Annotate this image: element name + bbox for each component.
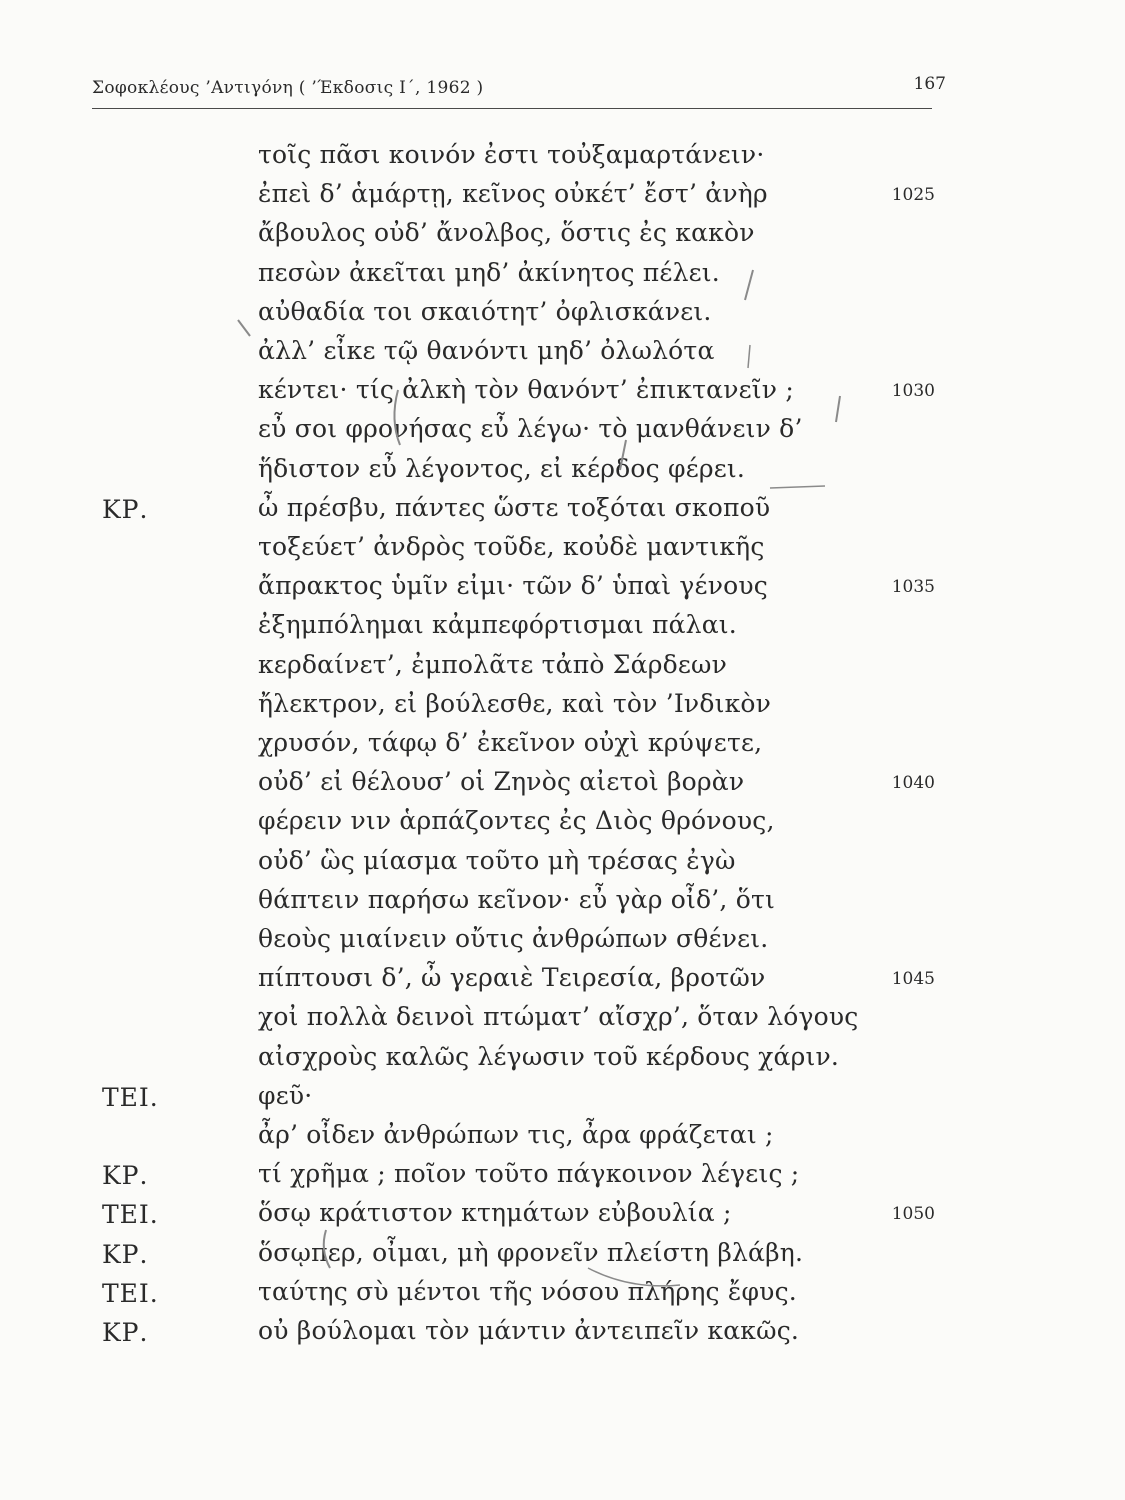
verse-text: πεσὼν ἀκεῖται μηδ’ ἀκίνητος πέλει. [258,257,720,287]
line-number: 1040 [891,773,935,794]
verse-line [0,297,1125,337]
verse-text: τοξεύετ’ ἀνδρὸς τοῦδε, κοὐδὲ μαντικῆς [258,532,765,561]
verse-line [0,454,1125,494]
verse-line [0,650,1125,690]
running-title: Σοφοκλέους ’Αντιγόνη ( ’Έκδοσις Ι΄, 1962 ) [92,78,484,98]
verse-line [0,1316,1125,1356]
line-number: 1025 [891,185,935,206]
verse-line [0,610,1125,650]
verse-line [0,806,1125,846]
verse-text: εὖ σοι φρονήσας εὖ λέγω· τὸ μανθάνειν δ’ [258,414,803,444]
verse-text: αὐθαδία τοι σκαιότητ’ ὀφλισκάνει. [258,296,712,326]
verse-line [0,1002,1125,1042]
verse-line [0,1042,1125,1082]
verse-line [0,924,1125,964]
verse-line [0,375,1125,415]
verse-text: κέντει· τίς ἀλκὴ τὸν θανόντ’ ἐπικτανεῖν ; [258,375,794,405]
verse-text: χοἰ πολλὰ δεινοὶ πτώματ’ αἴσχρ’, ὅταν λόγους [258,1002,859,1032]
verse-line [0,414,1125,454]
verse-line [0,493,1125,533]
verse-text: ἥδιστον εὖ λέγοντος, εἰ κέρδος φέρει. [258,453,746,483]
verse-text: ἆρ’ οἶδεν ἀνθρώπων τις, ἆρα φράζεται ; [258,1120,774,1149]
speaker-label: ΚΡ. [102,1318,149,1347]
verse-text: ἤλεκτρον, εἰ βούλεσθε, καὶ τὸν ’Ινδικὸν [258,688,772,718]
verse-text: τί χρῆμα ; ποῖον τοῦτο πάγκοινον λέγεις ; [258,1159,800,1189]
verse-line [0,963,1125,1003]
verse-line [0,689,1125,729]
verse-line [0,767,1125,807]
speaker-label: ΚΡ. [102,1161,149,1191]
line-number: 1035 [891,577,935,598]
verse-line [0,532,1125,572]
verse-text: ταύτης σὺ μέντοι τῆς νόσου πλήρης ἔφυς. [258,1276,797,1306]
line-number: 1030 [891,381,935,402]
verse-line [0,140,1125,180]
speaker-label: ΤΕΙ. [102,1278,159,1308]
speaker-label: ΤΕΙ. [102,1082,159,1112]
verse-text: ἐπεὶ δ’ ἁμάρτῃ, κεῖνος οὐκέτ’ ἔστ’ ἀνὴρ [258,179,768,209]
verse-line [0,1159,1125,1199]
line-number: 1045 [891,969,935,990]
verse-line [0,1238,1125,1278]
verse-line [0,258,1125,298]
verse-text: οὐδ’ εἰ θέλουσ’ οἱ Ζηνὸς αἰετοὶ βορὰν [258,767,745,797]
verse-line [0,728,1125,768]
line-number: 1050 [891,1204,935,1225]
verse-text: πίπτουσι δ’, ὦ γεραιὲ Τειρεσία, βροτῶν [258,963,766,993]
verse-text: ὦ πρέσβυ, πάντες ὥστε τοξόται σκοποῦ [258,492,771,522]
speaker-label: ΚΡ. [102,494,149,524]
verse-text: κερδαίνετ’, ἐμπολᾶτε τἀπὸ Σάρδεων [258,649,728,679]
verse-line [0,336,1125,376]
verse-line [0,885,1125,925]
verse-text: ἐξημπόλημαι κἀμπεφόρτισμαι πάλαι. [258,610,737,640]
verse-text: ἀλλ’ εἶκε τῷ θανόντι μηδ’ ὀλωλότα [258,336,715,365]
verse-text: ἄπρακτος ὑμῖν εἰμι· τῶν δ’ ὑπαὶ γένους [258,571,768,601]
verse-text: οὐ βούλομαι τὸν μάντιν ἀντειπεῖν κακῶς. [258,1316,800,1345]
verse-text: φέρειν νιν ἁρπάζοντες ἐς Διὸς θρόνους, [258,806,775,836]
verse-text: χρυσόν, τάφῳ δ’ ἐκεῖνον οὐχὶ κρύψετε, [258,728,763,757]
verse-line [0,1081,1125,1121]
verse-text: ὅσῳπερ, οἶμαι, μὴ φρονεῖν πλείστη βλάβη. [258,1237,804,1267]
verse-text: τοῖς πᾶσι κοινόν ἐστι τοὐξαμαρτάνειν· [258,140,765,169]
verse-line [0,1198,1125,1238]
verse-line [0,571,1125,611]
speaker-label: ΤΕΙ. [102,1200,159,1230]
verse-line [0,1277,1125,1317]
verse-text: θεοὺς μιαίνειν οὔτις ἀνθρώπων σθένει. [258,924,769,953]
verse-text: θάπτειν παρήσω κεῖνον· εὖ γὰρ οἶδ’, ὅτι [258,884,775,914]
verse-text: ἄβουλος οὐδ’ ἄνολβος, ὅστις ἐς κακὸν [258,218,755,248]
verse-line [0,179,1125,219]
verse-text: αἰσχροὺς καλῶς λέγωσιν τοῦ κέρδους χάριν. [258,1041,840,1071]
verse-line [0,846,1125,886]
speaker-label: ΚΡ. [102,1239,149,1269]
verse-text: φεῦ· [258,1080,313,1110]
verse-text: οὐδ’ ὣς μίασμα τοῦτο μὴ τρέσας ἐγὼ [258,845,736,875]
verse-line [0,1120,1125,1160]
page-number: 167 [913,74,946,94]
verse-text: ὅσῳ κράτιστον κτημάτων εὐβουλία ; [258,1198,732,1228]
verse-line [0,218,1125,258]
